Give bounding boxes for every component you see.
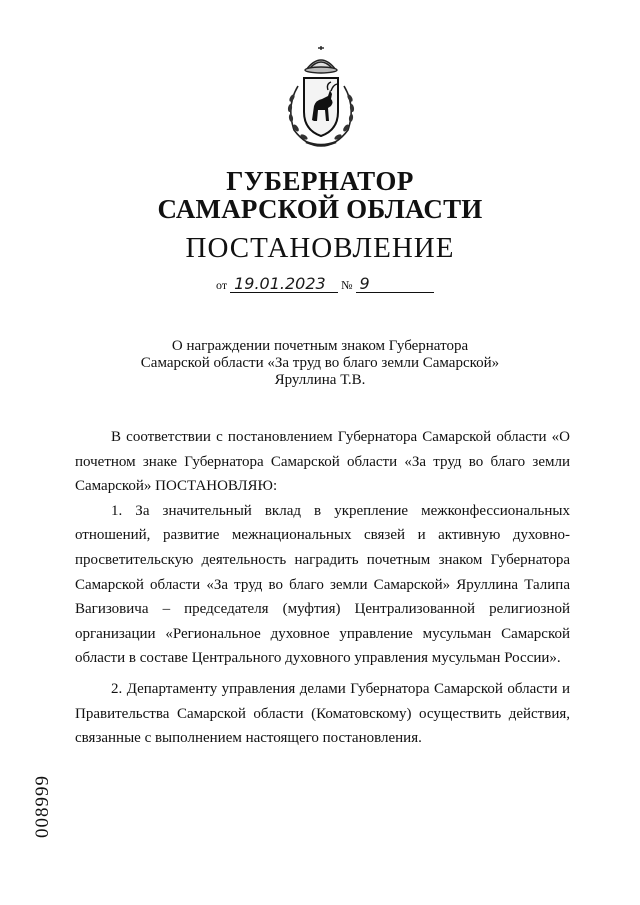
- preamble-paragraph: В соответствии с постановлением Губернатора Самарской области «О почетном знаке Губернатора Самарской области «За труд во благо земли Самарской» ПОСТАНОВЛЯЮ:: [75, 429, 570, 495]
- date-from-label: от: [216, 278, 228, 292]
- coat-of-arms-icon: [276, 46, 366, 150]
- document-number-label: №: [341, 278, 353, 292]
- dateline: [216, 276, 434, 294]
- issuer-title-line2: САМАРСКОЙ ОБЛАСТИ: [157, 194, 483, 224]
- subject-line: Яруллина Т.В.: [274, 372, 366, 388]
- document-subject: [80, 338, 560, 389]
- document-number: 9: [356, 276, 434, 293]
- document-date: 19.01.2023: [230, 276, 338, 293]
- document-body: [75, 425, 570, 751]
- subject-line: О награждении почетным знаком Губернатора: [171, 338, 469, 354]
- subject-line: Самарской области «За труд во благо земли Самарской»: [140, 355, 500, 371]
- item-1-paragraph: 1. За значительный вклад в укрепление межконфессиональных отношений, развитие межнациональных связей и активную духовно-просветительскую деятельность наградить почетным знаком Губернатора Самарской области «За труд во благо земли Самарской» Яруллина Талипа Вагизовича – председателя (муфтия) Централизованной религиозной организации «Региональное духовное управление мусульман Самарской области в составе Центрального духовного управления мусульман России».: [75, 502, 570, 667]
- issuer-title-line1: ГУБЕРНАТОР: [226, 166, 414, 196]
- item-2-paragraph: 2. Департаменту управления делами Губернатора Самарской области и Правительства Самарской области (Коматовскому) осуществить действия, связанные с выполнением настоящего постановления.: [75, 680, 570, 747]
- document-type: ПОСТАНОВЛЕНИЕ: [185, 232, 455, 264]
- serial-number-stamp: 008999: [32, 775, 53, 838]
